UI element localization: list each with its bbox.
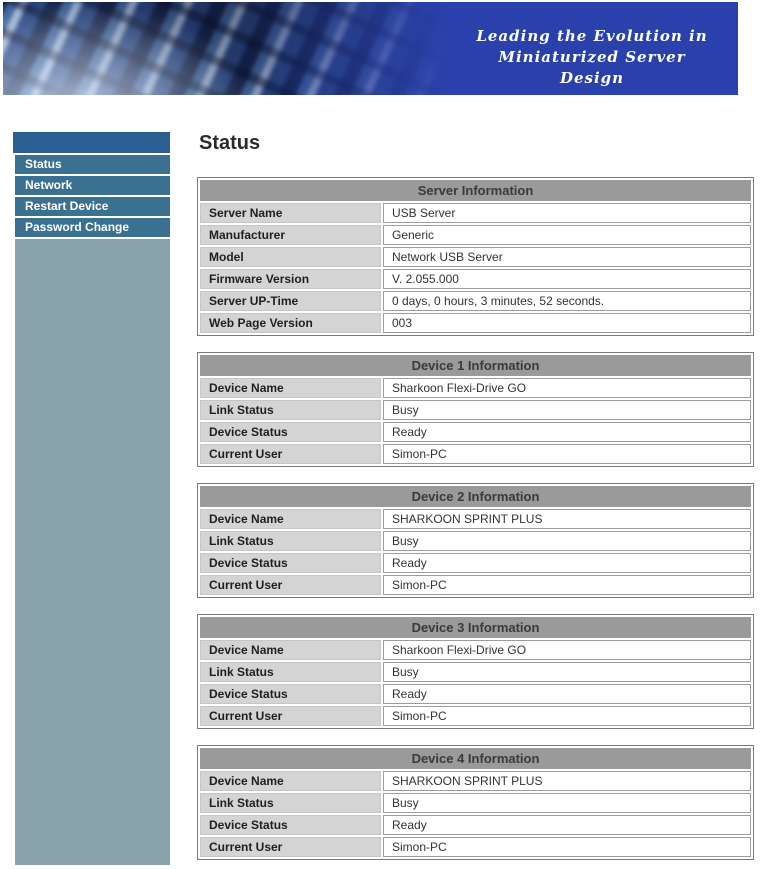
row-label: Model [200,247,381,267]
row-value: Busy [383,662,751,682]
table-row [200,531,751,551]
device-1-information-table [197,352,754,467]
table-header-row [200,617,751,638]
row-label: Manufacturer [200,225,381,245]
table-row [200,247,751,267]
row-label: Device Name [200,378,381,398]
table-row [200,400,751,420]
table-row [200,509,751,529]
table-row [200,225,751,245]
table-row [200,771,751,791]
banner-fade-overlay [3,2,473,95]
row-label: Device Name [200,771,381,791]
table-row [200,706,751,726]
table-row [200,422,751,442]
table-row [200,575,751,595]
row-value: Busy [383,400,751,420]
table-row [200,837,751,857]
table-row [200,291,751,311]
row-value: Ready [383,422,751,442]
row-value: Simon-PC [383,706,751,726]
table-title: Device 1 Information [200,355,751,376]
table-row [200,378,751,398]
row-label: Device Status [200,815,381,835]
row-value: Generic [383,225,751,245]
banner-tagline [468,26,716,89]
table-row [200,313,751,333]
sidebar-item-status[interactable]: Status [15,155,170,174]
sidebar-item-restart-device[interactable]: Restart Device [15,197,170,216]
row-label: Web Page Version [200,313,381,333]
banner-tagline-line2: Miniaturized Server Design [498,48,686,87]
row-value: Ready [383,684,751,704]
row-label: Current User [200,575,381,595]
banner-tagline-line1: Leading the Evolution in [476,27,708,45]
header-banner [3,2,738,95]
row-value: SHARKOON SPRINT PLUS [383,509,751,529]
table-row [200,793,751,813]
sidebar-header-block [13,132,170,153]
table-row [200,815,751,835]
sidebar-item-password-change[interactable]: Password Change [15,218,170,237]
table-header-row [200,486,751,507]
row-label: Link Status [200,793,381,813]
row-value: Simon-PC [383,837,751,857]
table-header-row [200,180,751,201]
row-label: Link Status [200,662,381,682]
table-header-row [200,355,751,376]
row-value: Ready [383,815,751,835]
row-value: Sharkoon Flexi-Drive GO [383,378,751,398]
row-label: Server UP-Time [200,291,381,311]
row-label: Link Status [200,400,381,420]
row-value: Busy [383,531,751,551]
row-label: Device Status [200,553,381,573]
sidebar-filler [15,239,170,865]
table-title: Server Information [200,180,751,201]
table-row [200,640,751,660]
row-value: 0 days, 0 hours, 3 minutes, 52 seconds. [383,291,751,311]
row-label: Device Name [200,509,381,529]
row-value: Network USB Server [383,247,751,267]
row-value: Sharkoon Flexi-Drive GO [383,640,751,660]
table-row [200,269,751,289]
row-value: Simon-PC [383,444,751,464]
row-value: Simon-PC [383,575,751,595]
table-row [200,662,751,682]
device-2-information-table [197,483,754,598]
row-value: V. 2.055.000 [383,269,751,289]
table-title: Device 2 Information [200,486,751,507]
row-label: Device Status [200,684,381,704]
sidebar-nav [13,132,170,865]
row-label: Device Name [200,640,381,660]
table-row [200,553,751,573]
table-row [200,684,751,704]
row-label: Current User [200,444,381,464]
table-row [200,203,751,223]
row-label: Current User [200,706,381,726]
row-label: Server Name [200,203,381,223]
row-value: SHARKOON SPRINT PLUS [383,771,751,791]
table-title: Device 4 Information [200,748,751,769]
device-4-information-table [197,745,754,860]
row-label: Link Status [200,531,381,551]
row-value: Ready [383,553,751,573]
table-header-row [200,748,751,769]
row-value: Busy [383,793,751,813]
row-value: 003 [383,313,751,333]
table-title: Device 3 Information [200,617,751,638]
row-label: Current User [200,837,381,857]
device-3-information-table [197,614,754,729]
row-label: Device Status [200,422,381,442]
main-content [197,131,755,869]
row-value: USB Server [383,203,751,223]
page-title: Status [199,132,261,154]
table-row [200,444,751,464]
row-label: Firmware Version [200,269,381,289]
server-information-table [197,177,754,336]
sidebar-item-network[interactable]: Network [15,176,170,195]
